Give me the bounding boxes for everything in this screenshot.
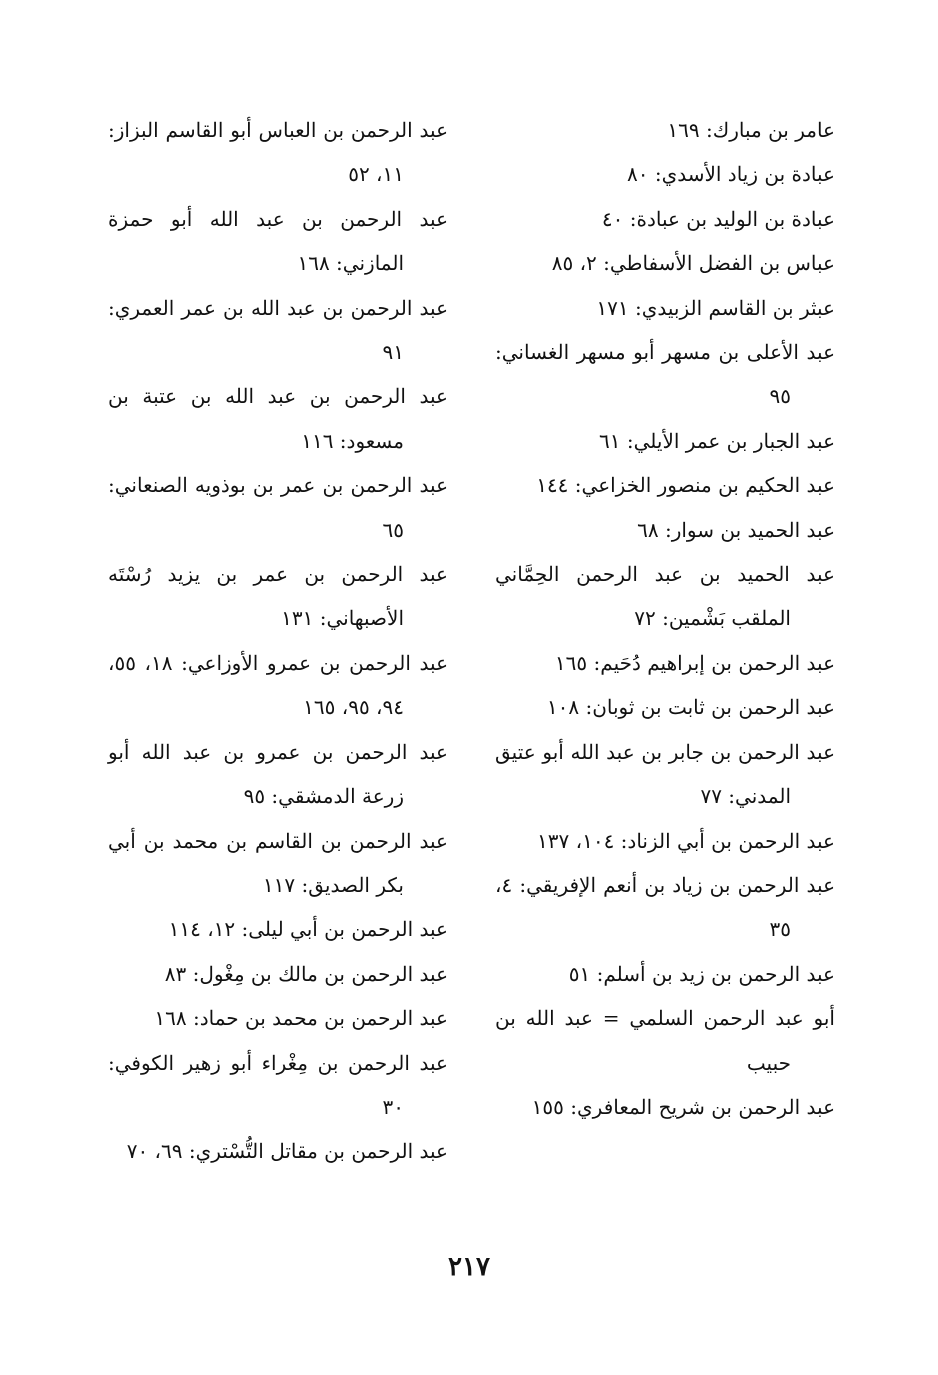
index-entry: عبد الرحمن بن عبد الله أبو حمزة المازني: ١٦٨	[108, 206, 448, 276]
index-column-right	[495, 108, 835, 1129]
index-entry: عبد الرحمن بن مالك بن مِغْول: ٨٣	[164, 961, 448, 986]
index-entry: عبد الحكيم بن منصور الخزاعي: ١٤٤	[536, 473, 835, 498]
index-entry: عبد الجبار بن عمر الأيلي: ٦١	[599, 428, 835, 453]
index-entry: عبد الرحمن بن عمر بن بوذويه الصنعاني: ٦٥	[108, 473, 448, 542]
index-entry: عبد الرحمن بن أبي ليلى: ١٢، ١١٤	[168, 917, 448, 942]
index-entry: عبد الرحمن بن أبي الزناد: ١٠٤، ١٣٧	[537, 828, 835, 853]
index-entry: عبد الرحمن بن ثابت بن ثوبان: ١٠٨	[546, 695, 835, 720]
index-entry: عبد الحميد بن سوار: ٦٨	[637, 517, 835, 542]
index-entry: عبادة بن الوليد بن عبادة: ٤٠	[601, 206, 835, 231]
index-entry: عبد الرحمن بن العباس أبو القاسم البزاز: ١١، ٥٢	[108, 118, 448, 187]
index-entry: عبادة بن زياد الأسدي: ٨٠	[627, 162, 835, 187]
index-entry: عبد الرحمن بن إبراهيم دُحَيم: ١٦٥	[554, 650, 835, 675]
index-entry: عبد الرحمن بن القاسم بن محمد بن أبي بكر الصديق: ١١٧	[108, 828, 448, 897]
index-entry: عبد الرحمن بن عمرو بن عبد الله أبو زرعة الدمشقي: ٩٥	[108, 739, 448, 809]
index-entry: عبثر بن القاسم الزبيدي: ١٧١	[596, 295, 835, 320]
index-entry: عبد الرحمن بن محمد بن حماد: ١٦٨	[154, 1006, 448, 1031]
page-number: ٢١٧	[448, 1252, 490, 1282]
index-entry: عبد الرحمن بن عبد الله بن عمر العمري: ٩١	[108, 295, 448, 365]
index-column-left	[108, 108, 448, 1174]
index-entry: عبد الرحمن بن عمرو الأوزاعي: ١٨، ٥٥، ٩٤، ٩٥، ١٦٥	[108, 650, 448, 720]
index-entry: عبد الرحمن بن جابر بن عبد الله أبو عتيق المدني: ٧٧	[495, 739, 835, 809]
index-entry: عبد الرحمن بن عبد الله بن عتبة بن مسعود: ١١٦	[108, 384, 448, 453]
index-entry: عبد الرحمن بن زيد بن أسلم: ٥١	[568, 961, 835, 986]
index-entry: عبد الرحمن بن شريح المعافري: ١٥٥	[531, 1094, 835, 1119]
index-entry: أبو عبد الرحمن السلمي = عبد الله بن حبيب	[495, 1006, 835, 1075]
index-entry: عبد الرحمن بن زياد بن أنعم الإفريقي: ٤، ٣٥	[495, 872, 835, 942]
index-entry: عباس بن الفضل الأسفاطي: ٢، ٨٥	[551, 251, 835, 276]
index-entry: عبد الرحمن بن عمر بن يزيد رُسْتَه الأصبهاني: ١٣١	[108, 562, 448, 631]
index-entry: عبد الأعلى بن مسهر أبو مسهر الغساني: ٩٥	[495, 340, 835, 409]
index-entry: عبد الحميد بن عبد الرحمن الحِمَّاني الملقب بَشْمين: ٧٢	[495, 562, 835, 631]
index-entry: عبد الرحمن بن مِغْراء أبو زهير الكوفي: ٣٠	[108, 1050, 448, 1119]
index-entry: عامر بن مبارك: ١٦٩	[667, 118, 835, 142]
index-entry: عبد الرحمن بن مقاتل التُّسْتري: ٦٩، ٧٠	[126, 1139, 448, 1164]
